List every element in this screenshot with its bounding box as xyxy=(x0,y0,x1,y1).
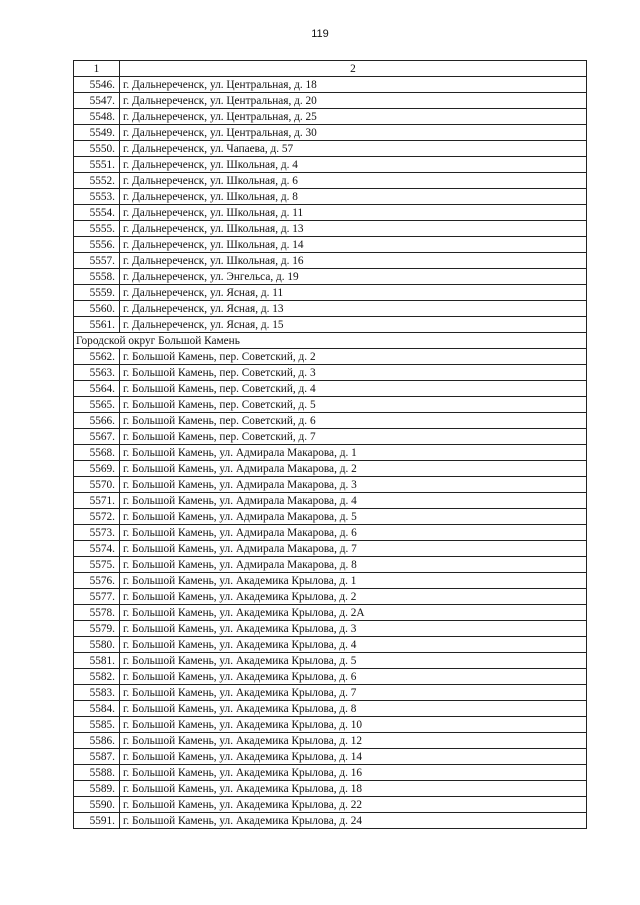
row-address: г. Дальнереченск, ул. Энгельса, д. 19 xyxy=(120,269,587,285)
row-number: 5580. xyxy=(74,637,120,653)
row-number: 5565. xyxy=(74,397,120,413)
row-number: 5590. xyxy=(74,797,120,813)
row-address: г. Большой Камень, ул. Академика Крылова, д. 6 xyxy=(120,669,587,685)
row-address: г. Большой Камень, ул. Адмирала Макарова, д. 7 xyxy=(120,541,587,557)
table-row xyxy=(74,749,587,765)
column-header-address: 2 xyxy=(120,61,587,77)
table-row xyxy=(74,413,587,429)
row-address: г. Дальнереченск, ул. Школьная, д. 11 xyxy=(120,205,587,221)
row-address: г. Большой Камень, ул. Академика Крылова, д. 10 xyxy=(120,717,587,733)
row-number: 5571. xyxy=(74,493,120,509)
row-number: 5572. xyxy=(74,509,120,525)
row-number: 5584. xyxy=(74,701,120,717)
table-row xyxy=(74,381,587,397)
row-address: г. Большой Камень, пер. Советский, д. 5 xyxy=(120,397,587,413)
row-number: 5588. xyxy=(74,765,120,781)
row-number: 5549. xyxy=(74,125,120,141)
row-address: г. Дальнереченск, ул. Школьная, д. 13 xyxy=(120,221,587,237)
row-number: 5587. xyxy=(74,749,120,765)
row-address: г. Дальнереченск, ул. Ясная, д. 13 xyxy=(120,301,587,317)
row-number: 5577. xyxy=(74,589,120,605)
table-row xyxy=(74,109,587,125)
table-row xyxy=(74,685,587,701)
row-number: 5556. xyxy=(74,237,120,253)
row-address: г. Большой Камень, ул. Академика Крылова, д. 22 xyxy=(120,797,587,813)
row-number: 5567. xyxy=(74,429,120,445)
row-address: г. Большой Камень, ул. Академика Крылова, д. 8 xyxy=(120,701,587,717)
row-number: 5552. xyxy=(74,173,120,189)
row-number: 5557. xyxy=(74,253,120,269)
row-number: 5553. xyxy=(74,189,120,205)
table-row xyxy=(74,653,587,669)
row-number: 5591. xyxy=(74,813,120,829)
row-address: г. Большой Камень, ул. Адмирала Макарова, д. 4 xyxy=(120,493,587,509)
row-address: г. Большой Камень, ул. Академика Крылова, д. 2 xyxy=(120,589,587,605)
table-row xyxy=(74,765,587,781)
table-row xyxy=(74,77,587,93)
row-address: г. Дальнереченск, ул. Центральная, д. 30 xyxy=(120,125,587,141)
table-row xyxy=(74,429,587,445)
row-number: 5550. xyxy=(74,141,120,157)
row-address: г. Большой Камень, ул. Адмирала Макарова, д. 2 xyxy=(120,461,587,477)
row-address: г. Большой Камень, ул. Академика Крылова, д. 4 xyxy=(120,637,587,653)
table-row xyxy=(74,557,587,573)
row-address: г. Большой Камень, ул. Академика Крылова, д. 16 xyxy=(120,765,587,781)
section-title: Городской округ Большой Камень xyxy=(74,333,587,349)
row-number: 5551. xyxy=(74,157,120,173)
table-row xyxy=(74,541,587,557)
row-number: 5569. xyxy=(74,461,120,477)
table-row xyxy=(74,365,587,381)
table-row xyxy=(74,589,587,605)
row-number: 5547. xyxy=(74,93,120,109)
table-row xyxy=(74,349,587,365)
row-address: г. Дальнереченск, ул. Ясная, д. 11 xyxy=(120,285,587,301)
address-table-body xyxy=(74,61,587,829)
table-row xyxy=(74,445,587,461)
row-number: 5581. xyxy=(74,653,120,669)
table-row xyxy=(74,301,587,317)
row-number: 5561. xyxy=(74,317,120,333)
row-number: 5582. xyxy=(74,669,120,685)
row-address: г. Дальнереченск, ул. Центральная, д. 20 xyxy=(120,93,587,109)
address-table xyxy=(73,60,587,829)
row-address: г. Большой Камень, ул. Академика Крылова, д. 12 xyxy=(120,733,587,749)
row-number: 5573. xyxy=(74,525,120,541)
table-row xyxy=(74,285,587,301)
row-address: г. Дальнереченск, ул. Школьная, д. 16 xyxy=(120,253,587,269)
row-address: г. Большой Камень, ул. Академика Крылова, д. 7 xyxy=(120,685,587,701)
table-row xyxy=(74,621,587,637)
row-address: г. Большой Камень, пер. Советский, д. 4 xyxy=(120,381,587,397)
row-address: г. Большой Камень, пер. Советский, д. 7 xyxy=(120,429,587,445)
row-address: г. Дальнереченск, ул. Центральная, д. 25 xyxy=(120,109,587,125)
table-row xyxy=(74,573,587,589)
row-number: 5586. xyxy=(74,733,120,749)
row-address: г. Большой Камень, пер. Советский, д. 2 xyxy=(120,349,587,365)
table-row xyxy=(74,253,587,269)
row-address: г. Дальнереченск, ул. Ясная, д. 15 xyxy=(120,317,587,333)
row-address: г. Большой Камень, ул. Академика Крылова, д. 3 xyxy=(120,621,587,637)
table-row xyxy=(74,125,587,141)
row-number: 5575. xyxy=(74,557,120,573)
row-number: 5562. xyxy=(74,349,120,365)
row-number: 5583. xyxy=(74,685,120,701)
table-row xyxy=(74,157,587,173)
table-row xyxy=(74,141,587,157)
table-row xyxy=(74,189,587,205)
row-address: г. Большой Камень, пер. Советский, д. 3 xyxy=(120,365,587,381)
row-number: 5576. xyxy=(74,573,120,589)
row-address: г. Большой Камень, ул. Академика Крылова, д. 14 xyxy=(120,749,587,765)
row-address: г. Большой Камень, ул. Адмирала Макарова, д. 1 xyxy=(120,445,587,461)
table-row xyxy=(74,669,587,685)
row-address: г. Дальнереченск, ул. Школьная, д. 4 xyxy=(120,157,587,173)
row-address: г. Большой Камень, ул. Академика Крылова, д. 24 xyxy=(120,813,587,829)
table-row xyxy=(74,605,587,621)
row-address: г. Дальнереченск, ул. Чапаева, д. 57 xyxy=(120,141,587,157)
table-row xyxy=(74,317,587,333)
table-row xyxy=(74,525,587,541)
row-number: 5578. xyxy=(74,605,120,621)
table-header-row xyxy=(74,61,587,77)
row-number: 5555. xyxy=(74,221,120,237)
row-address: г. Дальнереченск, ул. Школьная, д. 6 xyxy=(120,173,587,189)
row-address: г. Большой Камень, ул. Адмирала Макарова, д. 5 xyxy=(120,509,587,525)
row-address: г. Дальнереченск, ул. Школьная, д. 8 xyxy=(120,189,587,205)
table-row xyxy=(74,733,587,749)
row-number: 5564. xyxy=(74,381,120,397)
table-row xyxy=(74,237,587,253)
row-address: г. Большой Камень, ул. Академика Крылова, д. 18 xyxy=(120,781,587,797)
row-number: 5554. xyxy=(74,205,120,221)
row-address: г. Большой Камень, ул. Адмирала Макарова, д. 8 xyxy=(120,557,587,573)
table-row xyxy=(74,813,587,829)
row-address: г. Большой Камень, ул. Академика Крылова, д. 1 xyxy=(120,573,587,589)
row-address: г. Большой Камень, пер. Советский, д. 6 xyxy=(120,413,587,429)
table-row xyxy=(74,461,587,477)
row-number: 5563. xyxy=(74,365,120,381)
row-number: 5560. xyxy=(74,301,120,317)
row-number: 5566. xyxy=(74,413,120,429)
table-row xyxy=(74,493,587,509)
row-number: 5558. xyxy=(74,269,120,285)
row-address: г. Большой Камень, ул. Адмирала Макарова, д. 3 xyxy=(120,477,587,493)
table-row xyxy=(74,717,587,733)
table-row xyxy=(74,701,587,717)
table-row xyxy=(74,637,587,653)
table-row xyxy=(74,477,587,493)
table-row xyxy=(74,93,587,109)
row-address: г. Большой Камень, ул. Академика Крылова, д. 2А xyxy=(120,605,587,621)
row-number: 5574. xyxy=(74,541,120,557)
row-address: г. Большой Камень, ул. Академика Крылова, д. 5 xyxy=(120,653,587,669)
table-row xyxy=(74,221,587,237)
row-number: 5559. xyxy=(74,285,120,301)
row-number: 5589. xyxy=(74,781,120,797)
row-number: 5585. xyxy=(74,717,120,733)
row-number: 5568. xyxy=(74,445,120,461)
table-row xyxy=(74,205,587,221)
row-number: 5548. xyxy=(74,109,120,125)
page-number: 119 xyxy=(311,28,329,40)
row-number: 5579. xyxy=(74,621,120,637)
row-address: г. Большой Камень, ул. Адмирала Макарова, д. 6 xyxy=(120,525,587,541)
table-row xyxy=(74,509,587,525)
table-row xyxy=(74,797,587,813)
table-row xyxy=(74,397,587,413)
section-row xyxy=(74,333,587,349)
row-address: г. Дальнереченск, ул. Школьная, д. 14 xyxy=(120,237,587,253)
row-number: 5546. xyxy=(74,77,120,93)
row-address: г. Дальнереченск, ул. Центральная, д. 18 xyxy=(120,77,587,93)
row-number: 5570. xyxy=(74,477,120,493)
column-header-number: 1 xyxy=(74,61,120,77)
table-row xyxy=(74,173,587,189)
table-row xyxy=(74,269,587,285)
table-row xyxy=(74,781,587,797)
